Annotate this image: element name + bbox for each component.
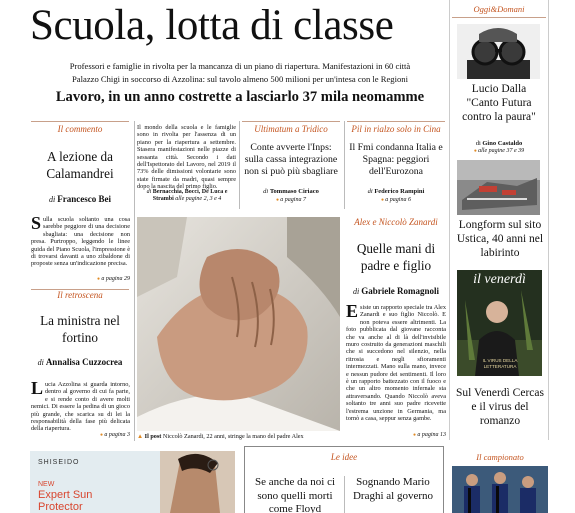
- sidebar-item3-title[interactable]: Sul Venerdì Cercas e il virus del romanzo: [456, 387, 544, 427]
- zanardi-text: siste un rapporto speciale tra Alex Zanardi e suo figlio Niccolò. E non poteva essere altrimenti. La foto pubblicata dal giovane racconta che va anche al di là dell'invisibile muro costruito da generazioni maschili che si succedono nel silenzio, nella ritrosia e negli sfioramenti intermezzati. Mano sulla mano, invece e nessun pudore dei sentimenti. Il loro è un rapporto battezzato con il fuoco e che un altro momento infernale sta attraversando. Quando Niccolò aveva soltanto tre anni suo padre ricevette l'estrema unzione in Germania, ma tornò a casa, seppur senza gambe.: [346, 304, 446, 423]
- subhead-line-1: Professori e famiglie in rivolta per la mancanza di un piano di riapertura. Manifestazioni in 60 città: [69, 61, 411, 71]
- idee-col1[interactable]: Se anche da noi ci sono quelli morti come Floyd: [254, 476, 336, 513]
- photo-caption-label: Il post: [144, 433, 162, 440]
- photo-caption-text: Niccolò Zanardi, 22 anni, stringe la mano del padre Alex: [162, 433, 304, 440]
- cina-byline: [345, 188, 447, 195]
- venerdi-cover[interactable]: [457, 270, 542, 376]
- ultimatum-rule: [242, 121, 340, 122]
- main-story-byline: [137, 189, 237, 203]
- zanardi-author: Gabriele Romagnoli: [361, 286, 439, 296]
- retroscena-text: ucia Azzolina si guarda intorno, dentro al governo di cui fa parte, e si rende conto di avere molti nemici. Di essere la pedina di un gioco più grande, che scarica su di lei la responsabilità della fase più delicata della riapertura.: [31, 381, 130, 433]
- commento-rule: [31, 121, 129, 122]
- hands-photo[interactable]: [137, 217, 340, 431]
- cina-page: ● a pagina 6: [345, 197, 447, 203]
- ad-line2: Expert Sun: [38, 489, 93, 501]
- commento-dropcap: S: [31, 216, 42, 233]
- main-story-body: Il mondo della scuola e le famiglie sono in rivolta per l'assenza di un piano per la riapertura a settembre. Stasera manifestazioni nelle piazze di sessanta città. Secondo i dati dell'Ispettorato del Lavoro, nel 2019 il 73% delle dimissioni volontarie sono state firmate da madri, quasi sempre dopo la nascita del primo figlio.: [137, 124, 236, 190]
- byline-prefix: di: [353, 287, 360, 296]
- retroscena-page: ● a pagina 3: [31, 432, 130, 438]
- zanardi-body: [346, 304, 446, 432]
- zanardi-dropcap: E: [346, 304, 359, 321]
- zanardi-kicker: Alex e Niccolò Zanardi: [354, 217, 438, 227]
- cina-title[interactable]: Il Fmi condanna Italia e Spagna: peggiori dell'Eurozona: [349, 142, 443, 177]
- commento-title[interactable]: A lezione da Calamandrei: [46, 149, 114, 181]
- idee-divider: [344, 476, 345, 513]
- commento-kicker: Il commento: [57, 124, 103, 134]
- wreckage-illustration: [457, 160, 540, 215]
- sidebar-photo-ustica[interactable]: [457, 160, 540, 215]
- hands-illustration: [137, 217, 340, 431]
- ultimatum-author: Tommaso Ciriaco: [269, 188, 319, 195]
- photo-caption: ▲ Il post Niccolò Zanardi, 22 anni, stringe la mano del padre Alex: [137, 433, 304, 440]
- campionato-photo[interactable]: [452, 466, 548, 513]
- ultimatum-page: ● a pagina 7: [240, 197, 342, 203]
- secondary-headline: Lavoro, in un anno costrette a lasciarlo 37 mila neomamme: [55, 89, 425, 105]
- commento-body: [31, 216, 130, 278]
- ultimatum-byline: [240, 188, 342, 195]
- byline-prefix: di: [37, 358, 44, 367]
- byline-prefix: di: [146, 189, 152, 195]
- main-headline: Scuola, lotta di classe: [30, 2, 394, 49]
- ad-line3: Protector: [38, 501, 83, 513]
- commento-byline: [31, 194, 129, 204]
- idee-kicker: Le idee: [330, 452, 358, 462]
- byline-prefix: di: [475, 140, 481, 147]
- zanardi-page: ● a pagina 13: [346, 432, 446, 438]
- ultimatum-kicker: Ultimatum a Tridico: [254, 124, 328, 134]
- sidebar-item1-author: Gino Castaldo: [482, 140, 523, 147]
- main-story-authors: Bernacchia, Bocci, De Luca e Strambi: [152, 189, 228, 202]
- sidebar-photo-glasses[interactable]: [457, 24, 540, 79]
- sidebar-item1-byline: [456, 140, 542, 147]
- zanardi-title[interactable]: Quelle mani di padre e figlio: [356, 241, 436, 273]
- subhead-line-2: Palazzo Chigi in soccorso di Azzolina: sul tavolo almeno 500 milioni per un'intesa con le Regioni: [72, 74, 408, 84]
- sidebar-item1-page: ● alle pagine 37 e 39: [456, 148, 542, 154]
- idee-col2[interactable]: Sognando Mario Draghi al governo: [352, 476, 434, 502]
- column-divider-left: [134, 121, 135, 441]
- cina-rule: [347, 121, 445, 122]
- campionato-label: Il campionato: [476, 452, 524, 462]
- main-story-pages: alle pagine 2, 3 e 4: [175, 196, 222, 202]
- retroscena-kicker: Il retroscena: [57, 290, 103, 300]
- commento-page: ● a pagina 29: [31, 276, 130, 282]
- commento-text: ulla scuola soltanto una cosa sarebbe peggiore di una decisione sbagliata: una decisione non presa. Purtroppo, leggendo le linee guida del Piano Scuola, l'impressione è di trovarsi davanti a uno zibaldone di proposte senza un'indicazione precisa.: [31, 216, 130, 268]
- venerdi-cover-title: il venerdì: [473, 272, 526, 287]
- sidebar-item2-title[interactable]: Longform sul sito Ustica, 40 anni nel labirinto: [456, 219, 544, 259]
- ultimatum-title[interactable]: Conte avverte l'Inps: sulla cassa integrazione non si può più sbagliare: [244, 142, 338, 177]
- commento-author: Francesco Bei: [57, 194, 111, 204]
- byline-prefix: di: [263, 188, 269, 195]
- byline-prefix: di: [367, 188, 373, 195]
- zanardi-byline: [345, 286, 447, 296]
- venerdi-cover-strap: IL VIRUS DELLA LETTERATURA: [482, 358, 518, 369]
- sidebar-item1-title[interactable]: Lucio Dalla "Canto Futura contro la paura": [462, 83, 536, 123]
- retroscena-title[interactable]: La ministra nel fortino: [40, 313, 120, 345]
- ad-brand: SHISEIDO: [38, 459, 80, 466]
- cina-kicker: Pil in rialzo solo in Cina: [351, 124, 441, 134]
- cina-author: Federico Rampini: [374, 188, 425, 195]
- retroscena-body: [31, 381, 130, 433]
- sidebar-section-label: Oggi&Domani: [452, 4, 546, 18]
- football-players-illustration: [452, 466, 548, 513]
- retroscena-author: Annalisa Cuzzocrea: [45, 357, 123, 367]
- ad-line1: NEW: [38, 481, 55, 488]
- retroscena-dropcap: L: [31, 381, 44, 398]
- shiseido-ad[interactable]: [30, 451, 235, 513]
- retroscena-byline: [31, 357, 129, 367]
- byline-prefix: di: [49, 195, 56, 204]
- glasses-illustration: [457, 24, 540, 79]
